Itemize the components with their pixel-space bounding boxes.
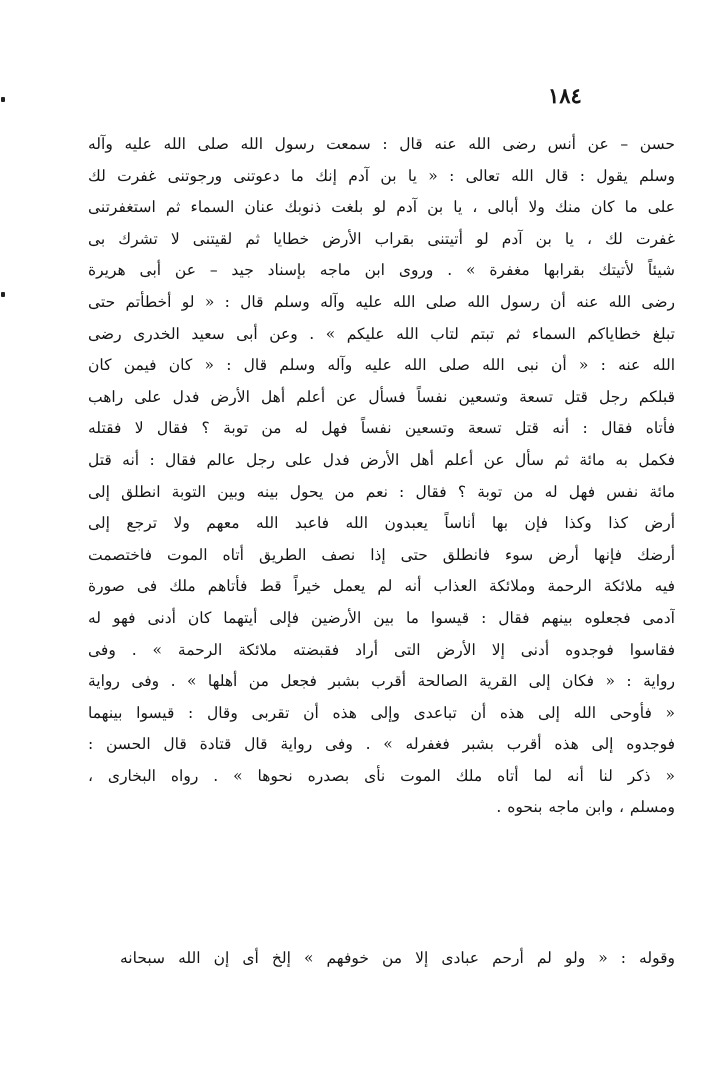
text-line-6: رضى الله عنه أن رسول الله صلى الله عليه وآله وسلم قال : « لو أخطأتم حتى	[88, 292, 675, 311]
text-line-20: فوجدوه إلى هذه أقرب بشبر فغفرله » . وفى رواية قال قتادة قال الحسن :	[88, 735, 675, 754]
text-line-21: « ذكر لنا أنه لما أتاه ملك الموت نأى بصدره نحوها » . رواه البخارى ،	[88, 766, 675, 785]
text-line-16: آدمى فجعلوه بينهم فقال : قيسوا ما بين الأرضين فإلى أيتهما كان أدنى فهو له	[88, 608, 675, 627]
margin-mark-top	[1, 97, 5, 102]
text-line-3: على ما كان منك ولا أبالى ، يا بن آدم لو بلغت ذنوبك عنان السماء ثم استغفرتنى	[88, 198, 675, 217]
text-line-4: غفرت لك ، يا بن آدم لو أتيتنى بقراب الأرض خطايا ثم لقيتنى لا تشرك بى	[88, 229, 675, 248]
text-line-15: فيه ملائكة الرحمة وملائكة العذاب أنه لم يعمل خيراً قط فأتاهم ملك فى صورة	[88, 577, 675, 596]
text-line-9: قبلكم رجل قتل تسعة وتسعين نفساً فسأل عن أعلم أهل الأرض فدل على راهب	[88, 387, 675, 406]
text-line-2: وسلم يقول : قال الله تعالى : « يا بن آدم إنك ما دعوتنى ورجوتنى غفرت لك	[88, 166, 675, 185]
text-line-18: رواية : « فكان إلى القرية الصالحة أقرب بشبر فجعل من أهلها » . وفى رواية	[88, 672, 675, 691]
text-line-7: تبلغ خطاياكم السماء ثم تبتم لتاب الله عليكم » . وعن أبى سعيد الخدرى رضى	[88, 324, 675, 343]
text-line-11: فكمل به مائة ثم سأل عن أعلم أهل الأرض فدل على رجل عالم فقال : أنه قتل	[88, 450, 675, 469]
text-line-22: ومسلم ، وابن ماجه بنحوه .	[496, 798, 675, 817]
text-line-10: فأتاه فقال : أنه قتل تسعة وتسعين نفساً فهل له من توبة ؟ فقال لا فقتله	[88, 419, 675, 438]
page-number: ١٨٤	[548, 83, 582, 108]
text-line-17: فقاسوا فوجدوه أدنى إلا الأرض التى أراد فقبضته ملائكة الرحمة » . وفى	[88, 640, 675, 659]
next-paragraph-line: وقوله : « ولو لم أرحم عبادى إلا من خوفهم » إلخ أى إن الله سبحانه	[120, 949, 675, 967]
next-paragraph-block	[120, 943, 675, 975]
main-text-block	[88, 129, 675, 824]
text-line-19: « فأوحى الله إلى هذه أن تباعدى وإلى هذه أن تقربى وقال : قيسوا بينهما	[88, 703, 675, 722]
text-line-14: أرضك فإنها أرض سوء فانطلق حتى إذا نصف الطريق أتاه الموت فاختصمت	[88, 545, 675, 564]
text-line-8: الله عنه : « أن نبى الله صلى الله عليه وآله وسلم قال : « كان فيمن كان	[88, 356, 675, 375]
text-line-12: مائة نفس فهل له من توبة ؟ فقال : نعم من يحول بينه وبين التوبة انطلق إلى	[88, 482, 675, 501]
text-line-13: أرض كذا وكذا فإن بها أناساً يعبدون الله فاعبد الله معهم ولا ترجع إلى	[88, 514, 675, 533]
text-line-1: حسن – عن أنس رضى الله عنه قال : سمعت رسول الله صلى الله عليه وآله	[88, 135, 675, 153]
margin-mark-middle	[1, 292, 5, 297]
text-line-5: شيئاً لأتيتك بقرابها مغفرة » . وروى ابن ماجه بإسناد جيد – عن أبى هريرة	[88, 261, 675, 280]
